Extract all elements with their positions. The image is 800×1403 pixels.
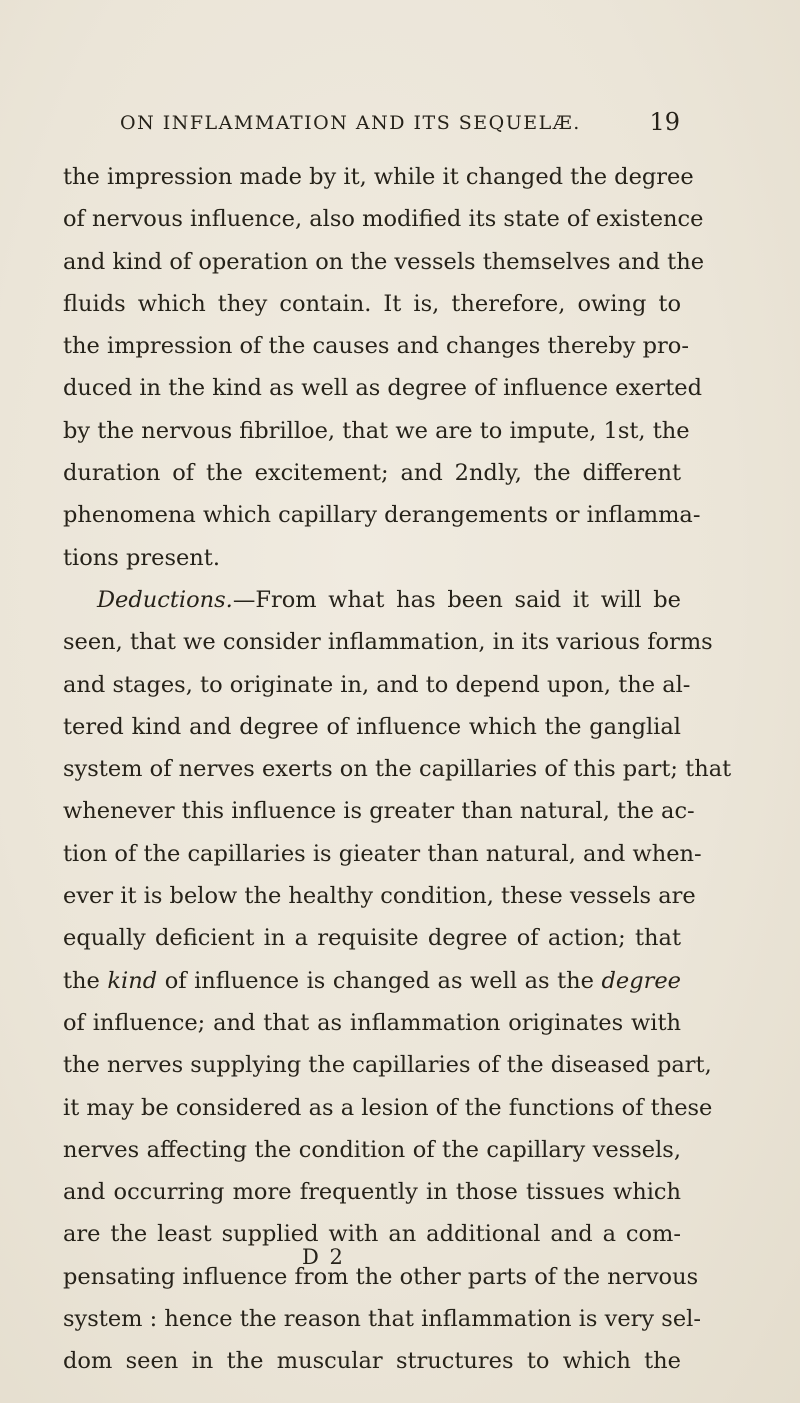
text-line: the impression of the causes and changes thereby pro- xyxy=(63,333,689,360)
italic-word-degree: degree xyxy=(601,967,681,994)
text-line: dom seen in the muscular structures to which the xyxy=(63,1348,681,1375)
text-line: duced in the kind as well as degree of influence exerted xyxy=(63,375,703,402)
text-line: ever it is below the healthy condition, these vessels are xyxy=(63,883,696,910)
text-line: phenomena which capillary derangements or inflamma- xyxy=(63,502,701,529)
text-line: and kind of operation on the vessels themselves and the xyxy=(63,248,705,275)
text-line: and stages, to originate in, and to depend upon, the al- xyxy=(63,671,691,698)
text-span: of influence is changed as well as the xyxy=(157,967,602,994)
text-line: tered kind and degree of influence which the ganglial xyxy=(63,713,681,740)
section-heading: Deductions. xyxy=(97,586,233,613)
text-line: pensating influence from the other parts of the nervous xyxy=(63,1263,699,1290)
text-line: tion of the capillaries is gieater than natural, and when- xyxy=(63,840,702,867)
paragraph-first-line xyxy=(63,579,681,621)
text-line: the nerves supplying the capillaries of the diseased part, xyxy=(63,1052,712,1079)
text-line: of nervous influence, also modified its state of existence xyxy=(63,206,704,233)
text-line: and occurring more frequently in those tissues which xyxy=(63,1179,681,1206)
italic-word-kind: kind xyxy=(107,967,158,994)
text-line: of influence; and that as inflammation originates with xyxy=(63,1009,681,1036)
running-head: ON INFLAMMATION AND ITS SEQUELÆ. xyxy=(120,112,581,134)
text-span: the xyxy=(63,967,108,994)
text-line: whenever this influence is greater than natural, the ac- xyxy=(63,798,695,825)
text-line: fluids which they contain. It is, therefore, owing to xyxy=(63,290,681,317)
body-text xyxy=(63,156,732,1383)
text-line: by the nervous fibrilloe, that we are to impute, 1st, the xyxy=(63,417,690,444)
page-number: 19 xyxy=(649,108,680,136)
text-line: tions present. xyxy=(63,544,220,571)
text-line: system of nerves exerts on the capillaries of this part; that xyxy=(63,756,732,783)
signature-mark: D 2 xyxy=(302,1245,345,1269)
text-span: —From what has been said it will be xyxy=(232,586,681,613)
text-line: nerves affecting the condition of the capillary vessels, xyxy=(63,1136,681,1163)
text-line: the impression made by it, while it changed the degree xyxy=(63,164,694,190)
text-line: equally deficient in a requisite degree of action; that xyxy=(63,925,681,952)
text-line: duration of the excitement; and 2ndly, the different xyxy=(63,460,681,487)
text-line: system : hence the reason that inflammation is very sel- xyxy=(63,1306,701,1333)
text-line: seen, that we consider inflammation, in its various forms xyxy=(63,629,713,656)
page-header xyxy=(120,108,680,142)
text-line: it may be considered as a lesion of the functions of these xyxy=(63,1094,713,1121)
text-line: are the least supplied with an additional and a com- xyxy=(63,1221,681,1248)
text-line xyxy=(63,960,681,1002)
